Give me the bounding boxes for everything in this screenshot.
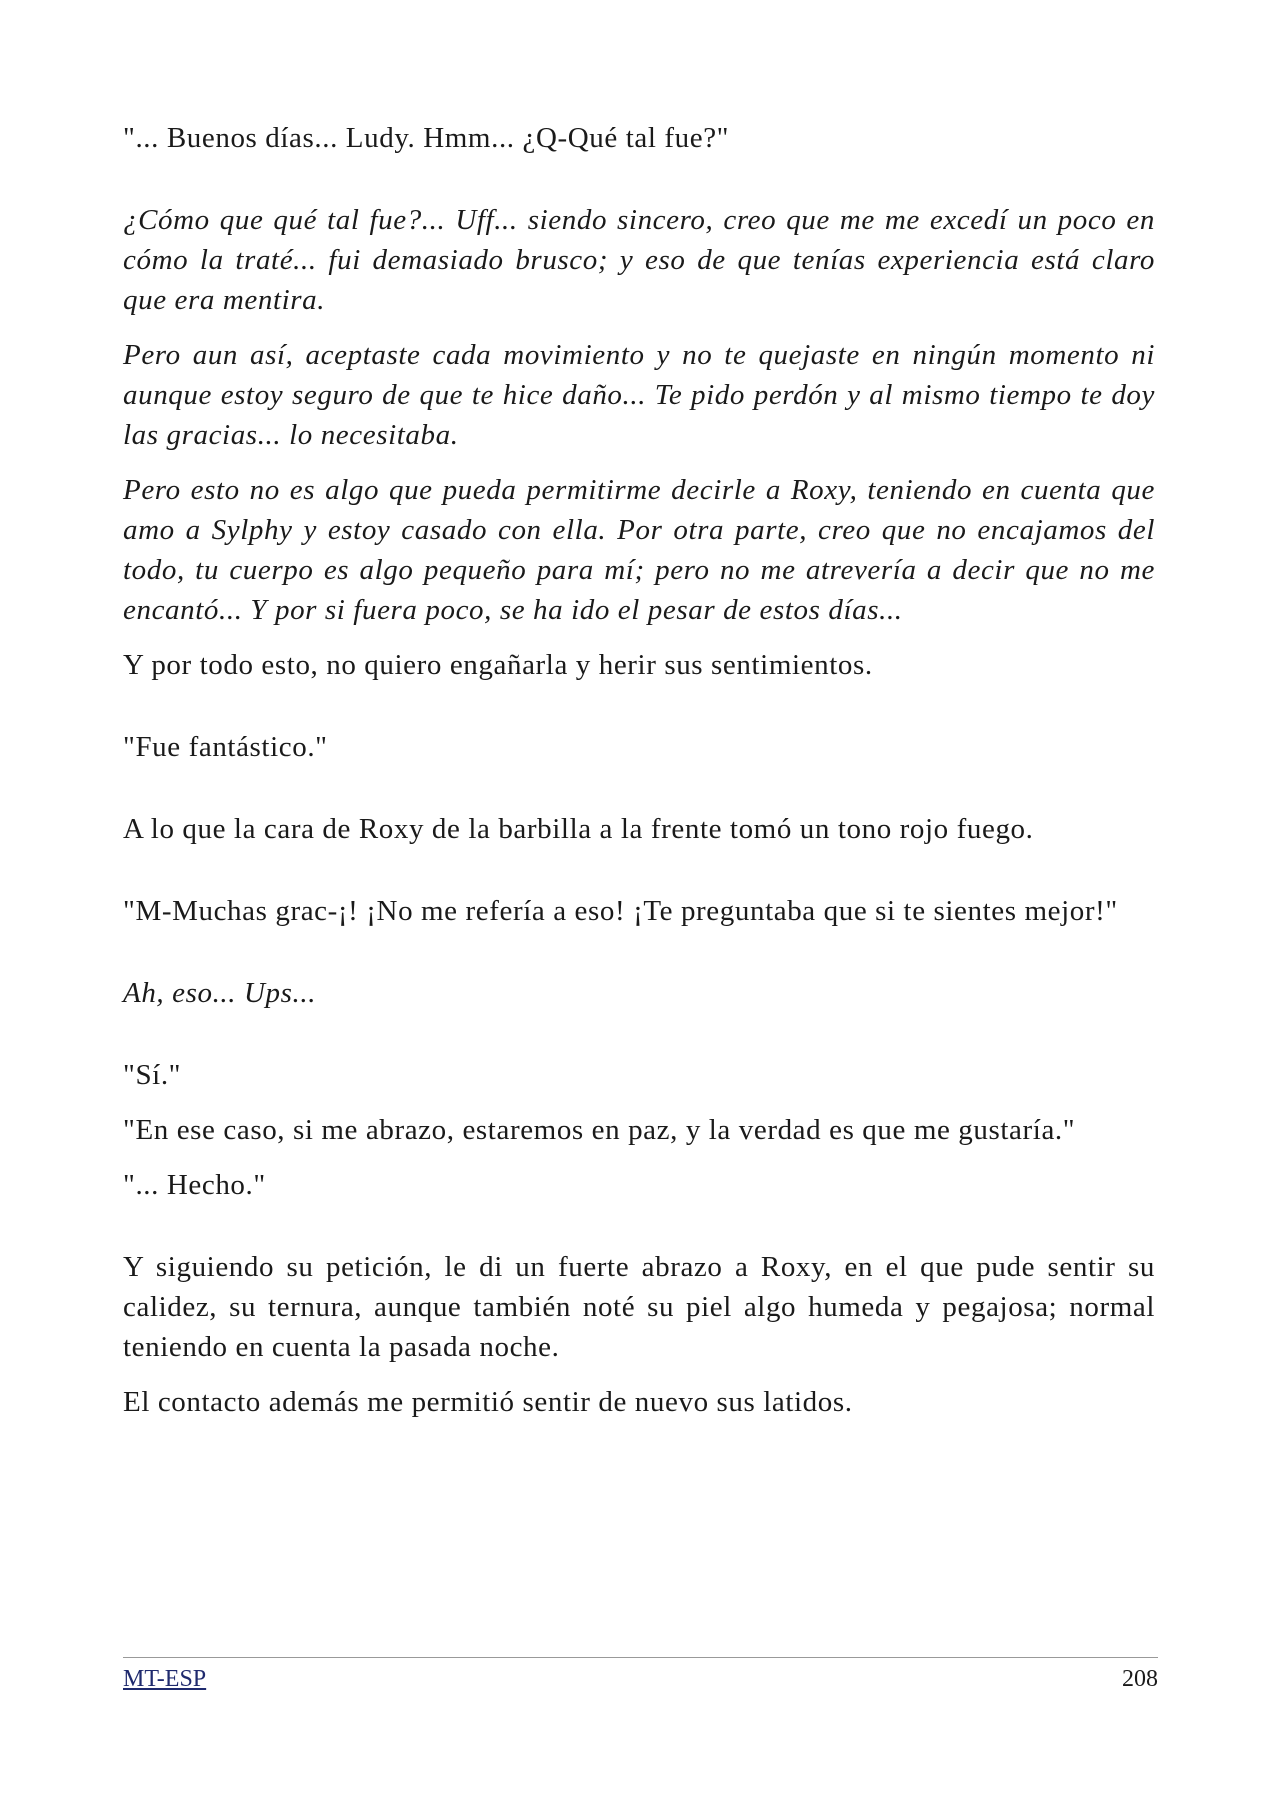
paragraph: Pero aun así, aceptaste cada movimiento y no te quejaste en ningún momento ni aunque estoy seguro de que te hice daño... Te pido perdón y al mismo tiempo te doy las gracias... lo necesitaba. xyxy=(123,339,1155,451)
page-body xyxy=(123,118,1155,1422)
paragraph: Ah, eso... Ups... xyxy=(123,977,317,1009)
paragraph: Pero esto no es algo que pueda permitirme decirle a Roxy, teniendo en cuenta que amo a Sylphy y estoy casado con ella. Por otra parte, creo que no encajamos del todo, tu cuerpo es algo pequeño para mí; pero no me atrevería a decir que no me encantó... Y por si fuera poco, se ha ido el pesar de estos días... xyxy=(123,474,1155,626)
paragraph: "Fue fantástico." xyxy=(123,731,328,763)
paragraph: A lo que la cara de Roxy de la barbilla a la frente tomó un tono rojo fuego. xyxy=(123,813,1034,845)
paragraph: "... Hecho." xyxy=(123,1169,266,1201)
page-footer xyxy=(123,1657,1158,1694)
paragraph-list xyxy=(123,118,1155,1422)
paragraph: Y siguiendo su petición, le di un fuerte abrazo a Roxy, en el que pude sentir su calidez, su ternura, aunque también noté su piel algo humeda y pegajosa; normal teniendo en cuenta la pasada noche. xyxy=(123,1251,1155,1363)
paragraph: "En ese caso, si me abrazo, estaremos en paz, y la verdad es que me gustaría." xyxy=(123,1114,1076,1146)
paragraph: El contacto además me permitió sentir de nuevo sus latidos. xyxy=(123,1386,853,1418)
paragraph: "... Buenos días... Ludy. Hmm... ¿Q-Qué tal fue?" xyxy=(123,122,730,154)
paragraph: "Sí." xyxy=(123,1059,182,1091)
paragraph: "M-Muchas grac-¡! ¡No me refería a eso! ¡Te preguntaba que si te sientes mejor!" xyxy=(123,895,1118,927)
paragraph: ¿Cómo que qué tal fue?... Uff... siendo sincero, creo que me me excedí un poco en cómo la traté... fui demasiado brusco; y eso de que tenías experiencia está claro que era mentira. xyxy=(123,204,1155,316)
footer-link[interactable]: MT-ESP xyxy=(123,1666,207,1692)
paragraph: Y por todo esto, no quiero engañarla y herir sus sentimientos. xyxy=(123,649,873,681)
page-number: 208 xyxy=(1122,1666,1158,1692)
